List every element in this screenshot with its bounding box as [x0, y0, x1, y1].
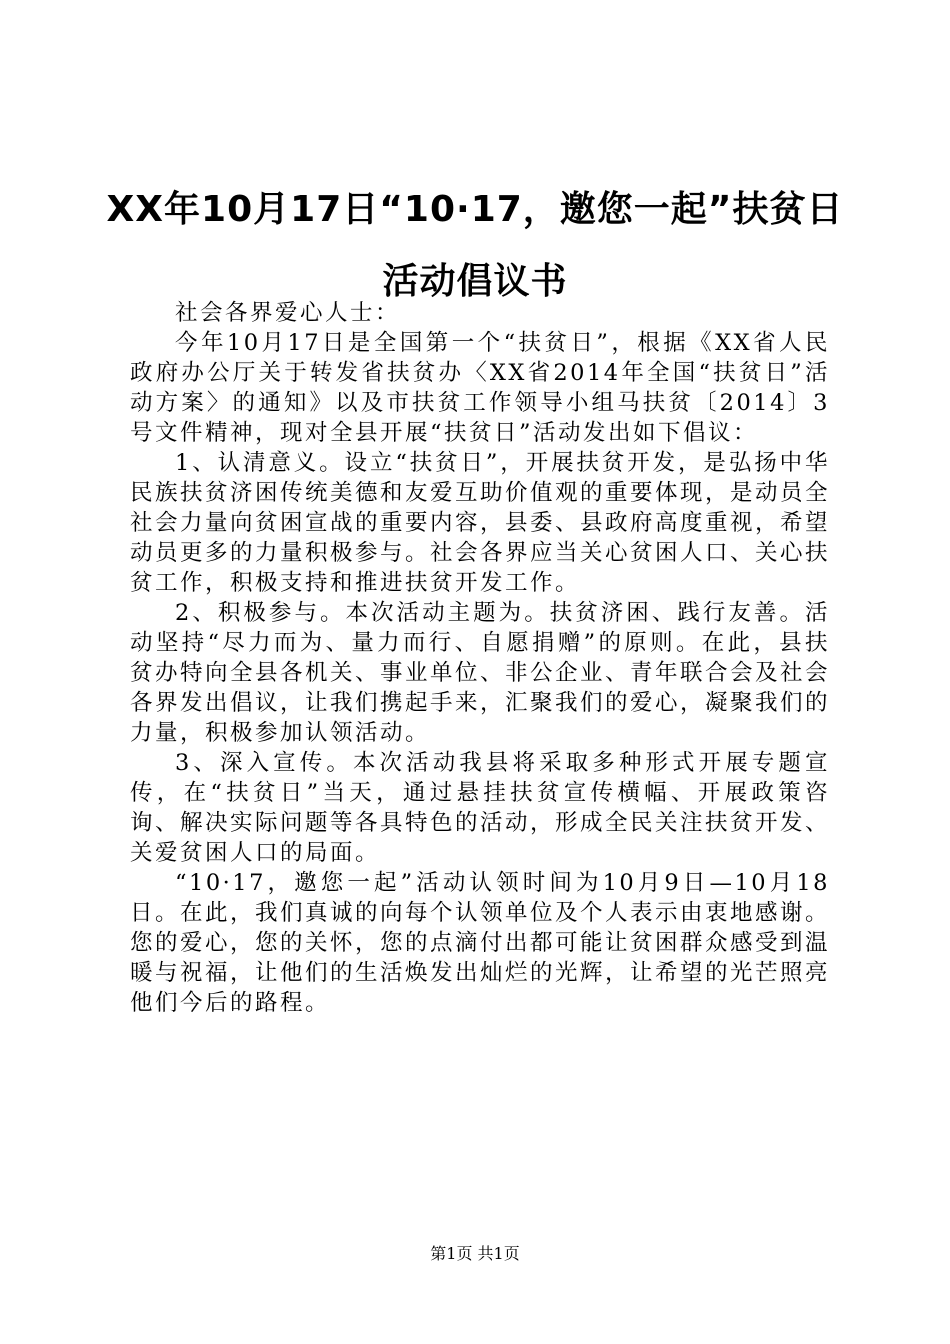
- paragraph-intro: 今年10月17日是全国第一个“扶贫日”，根据《XX省人民政府办公厅关于转发省扶贫办〈XX省2014年全国“扶贫日”活动方案〉的通知》以及市扶贫工作领导小组马扶贫〔2014〕3号文件精神，现对全县开展“扶贫日”活动发出如下倡议：: [130, 330, 830, 446]
- title-line-2: 活动倡议书: [382, 261, 568, 302]
- paragraph-point-1: 1、认清意义。设立“扶贫日”，开展扶贫开发，是弘扬中华民族扶贫济困传统美德和友爱互助价值观的重要体现，是动员全社会力量向贫困宣战的重要内容，县委、县政府高度重视，希望动员更多的力量积极参与。社会各界应当关心贫困人口、关心扶贫工作，积极支持和推进扶贫开发工作。: [130, 450, 831, 596]
- page-footer: 第1页 共1页: [430, 1244, 520, 1263]
- salutation: 社会各界爱心人士：: [175, 300, 401, 326]
- paragraph-closing: “10·17，邀您一起”活动认领时间为10月9日—10月18日。在此，我们真诚的向每个认领单位及个人表示由衷地感谢。您的爱心，您的关怀，您的点滴付出都可能让贫困群众感受到温暖与祝福，让他们的生活焕发出灿烂的光辉，让希望的光芒照亮他们今后的路程。: [130, 870, 831, 1016]
- paragraph-point-3: 3、深入宣传。本次活动我县将采取多种形式开展专题宣传，在“扶贫日”当天，通过悬挂扶贫宣传横幅、开展政策咨询、解决实际问题等各具特色的活动，形成全民关注扶贫开发、关爱贫困人口的局面。: [130, 750, 831, 866]
- title-line-1: XX年10月17日“10·17，邀您一起”扶贫日: [106, 189, 844, 230]
- document-title: [100, 174, 850, 318]
- paragraph-point-2: 2、积极参与。本次活动主题为。扶贫济困、践行友善。活动坚持“尽力而为、量力而行、自愿捐赠”的原则。在此，县扶贫办特向全县各机关、事业单位、非公企业、青年联合会及社会各界发出倡议，让我们携起手来，汇聚我们的爱心，凝聚我们的力量，积极参加认领活动。: [130, 600, 831, 746]
- document-body: [130, 298, 830, 1018]
